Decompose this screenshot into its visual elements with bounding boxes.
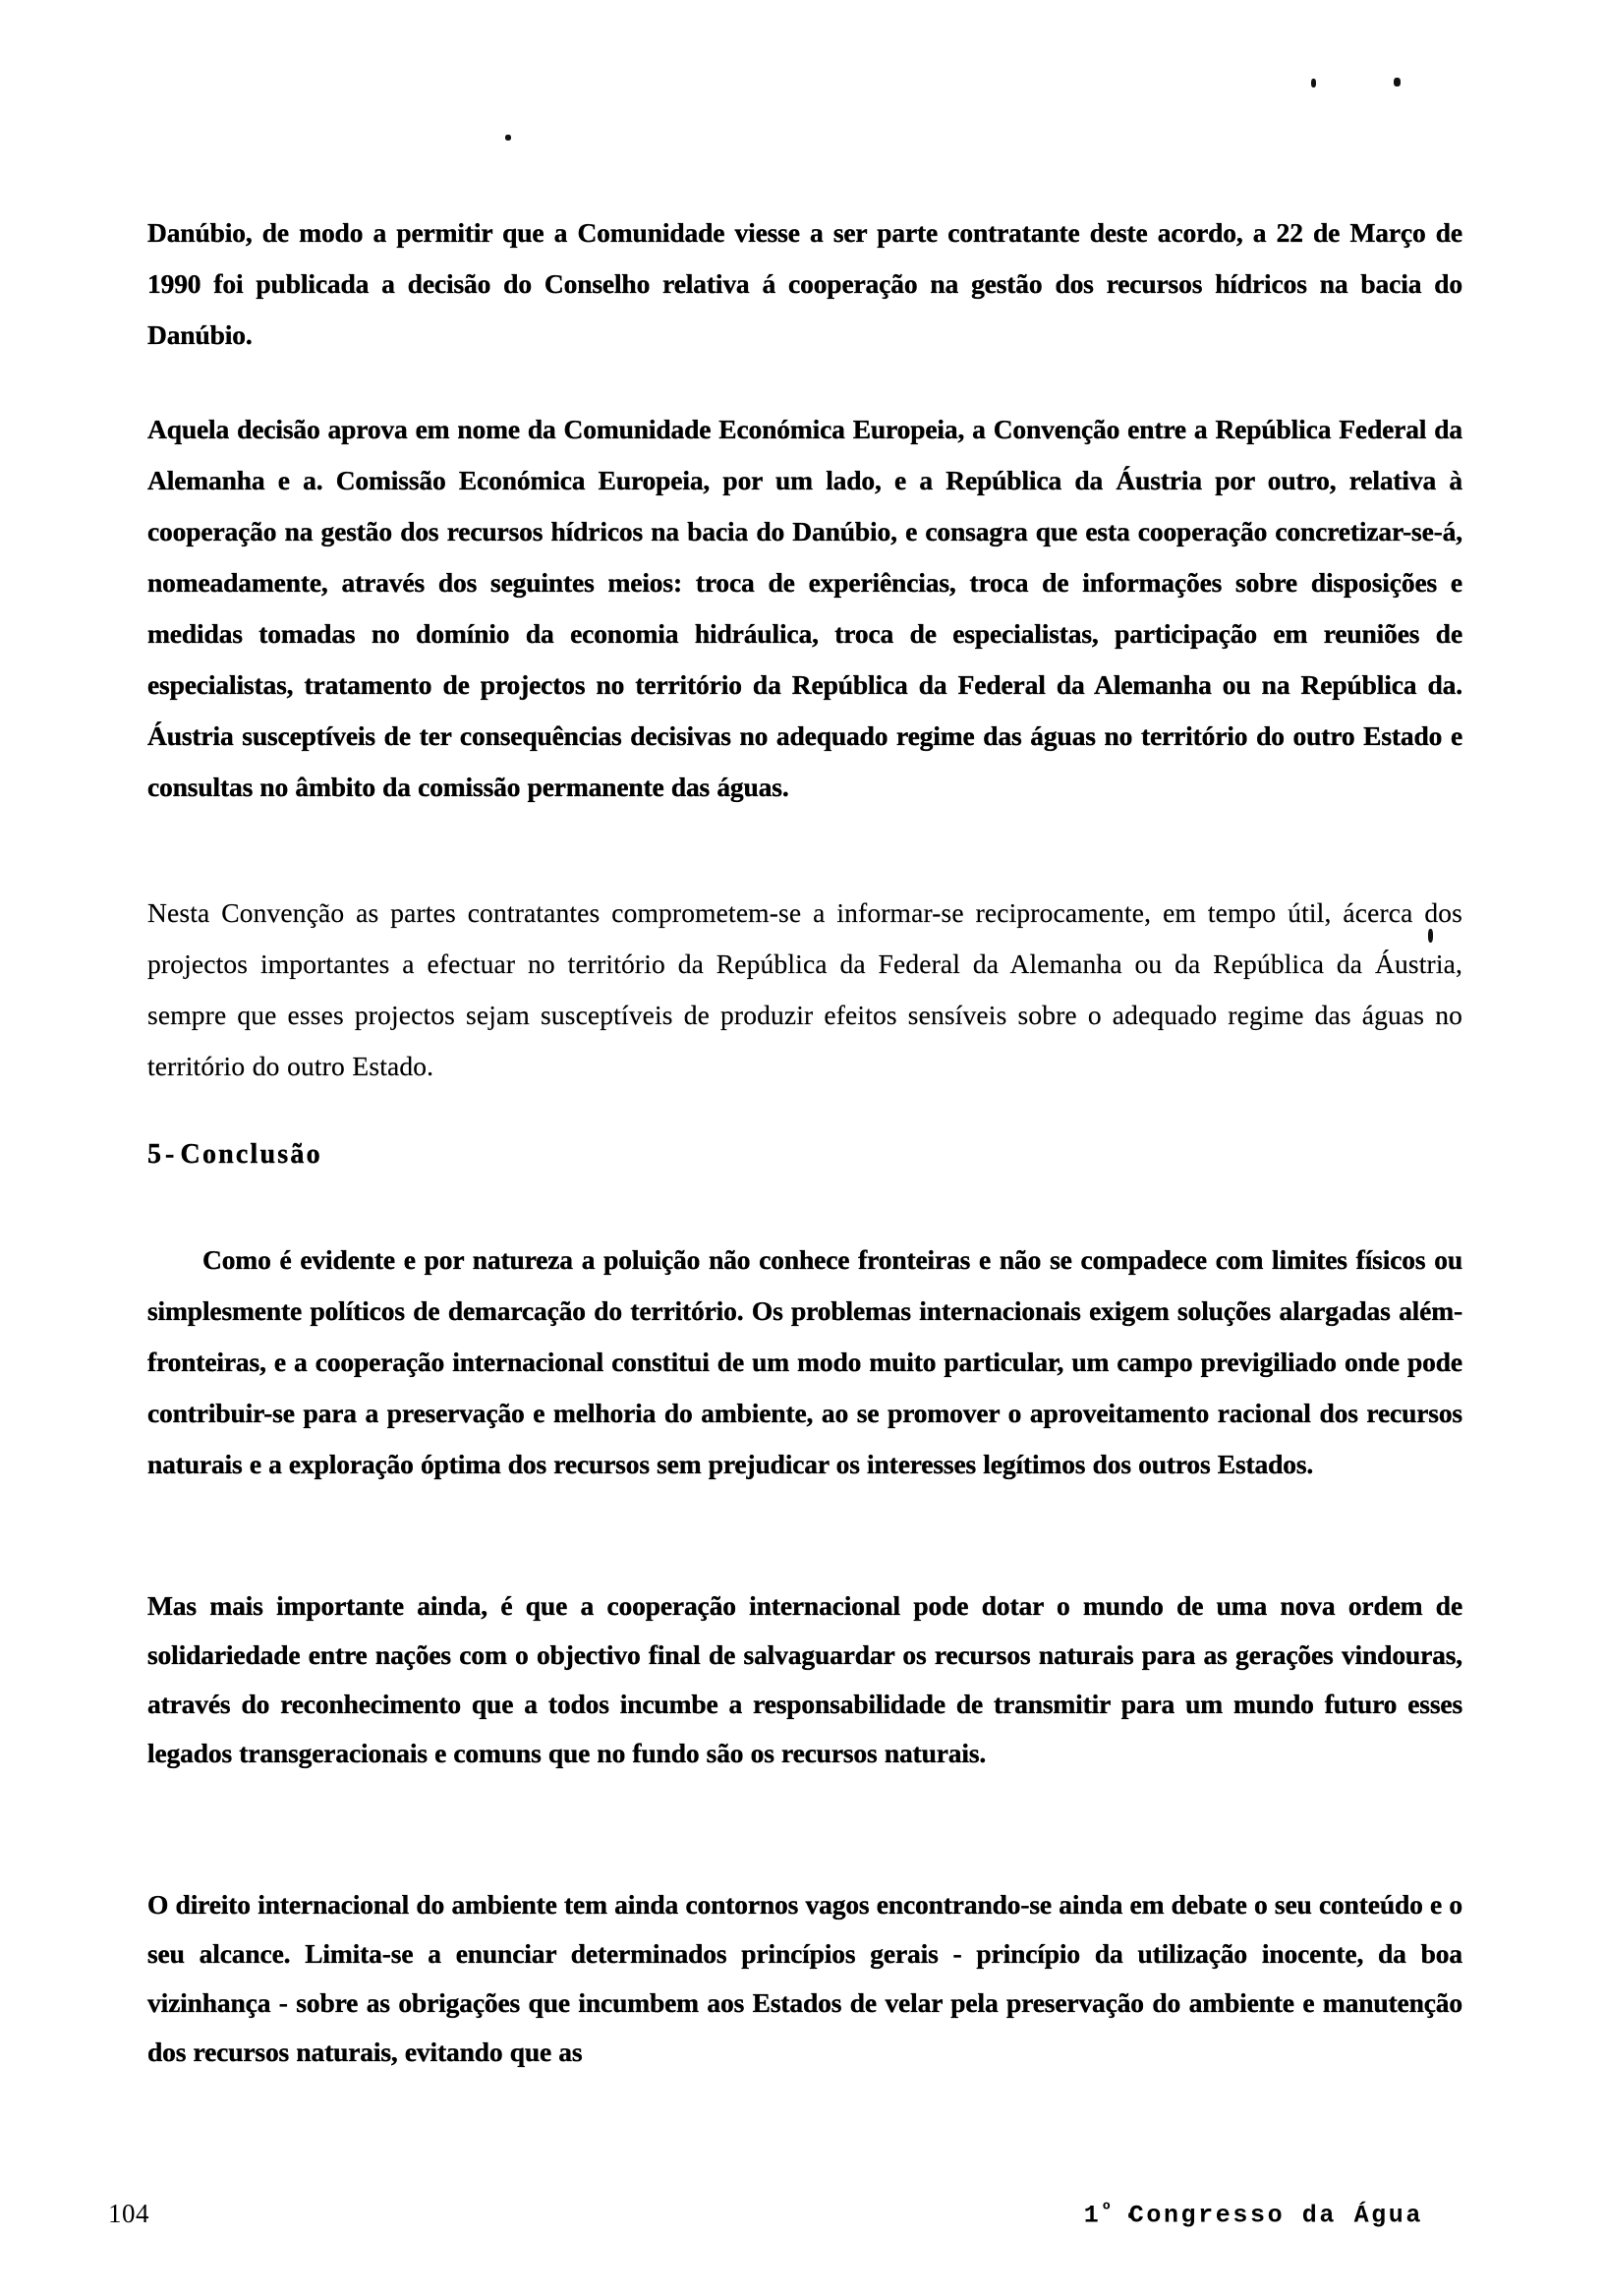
body-paragraph-2: Aquela decisão aprova em nome da Comunidade Económica Europeia, a Convenção entre a República Federal da Alemanha e a. Comissão Económica Europeia, por um lado, e a República da Áustria por outro, relativa à cooperação na gestão dos recursos hídricos na bacia do Danúbio, e consagra que esta cooperação concretizar-se-á, nomeadamente, através dos seguintes meios: troca de experiências, troca de informações sobre disposições e medidas tomadas no domínio da economia hidráulica, troca de especialistas, participação em reuniões de especialistas, tratamento de projectos no território da República da Federal da Alemanha ou na República da. Áustria susceptíveis de ter consequências decisivas no adequado regime das águas no território do outro Estado e consultas no âmbito da comissão permanente das águas. (147, 414, 1462, 802)
scan-speckle-icon (1311, 79, 1316, 87)
section-heading-dash: - (165, 1139, 177, 1170)
page-number: 104 (108, 2199, 149, 2228)
body-paragraph-1: Danúbio, de modo a permitir que a Comunidade viesse a ser parte contratante deste acordo, a 22 de Março de 1990 foi publicada a decisão do Conselho relativa á cooperação na gestão dos recursos hídricos na bacia do Danúbio. (147, 217, 1462, 350)
page-footer (108, 2199, 1462, 2258)
body-paragraph-3: Nesta Convenção as partes contratantes comprometem-se a informar-se reciprocamente, em tempo útil, ácerca dos projectos importantes a efectuar no território da República da Federal da Alemanha ou da República da Áustria, sempre que esses projectos sejam susceptíveis de produzir efeitos sensíveis sobre o adequado regime das águas no território do outro Estado. (147, 897, 1462, 1081)
paragraph-block (147, 1234, 1462, 1490)
body-paragraph-6: O direito internacional do ambiente tem ainda contornos vagos encontrando-se ainda em debate o seu conteúdo e o seu alcance. Limita-se a enunciar determinados princípios gerais - princípio da utilização inocente, da boa vizinhança - sobre as obrigações que incumbem aos Estados de velar pela preservação do ambiente e manutenção dos recursos naturais, evitando que as (147, 1889, 1462, 2067)
running-title-prefix: 1 (1083, 2201, 1102, 2230)
section-heading-number: 5 (147, 1139, 161, 1170)
body-paragraph-5: Mas mais importante ainda, é que a cooperação internacional pode dotar o mundo de uma nova ordem de solidariedade entre nações com o objectivo final de salvaguardar os recursos naturais para as gerações vindouras, através do reconhecimento que a todos incumbe a responsabilidade de transmitir para um mundo futuro esses legados transgeracionais e comuns que no fundo são os recursos naturais. (147, 1590, 1462, 1768)
section-heading-title: Conclusão (180, 1139, 322, 1170)
paragraph-block (147, 888, 1462, 1092)
body-paragraph-4: Como é evidente e por natureza a poluição não conhece fronteiras e não se compadece com limites físicos ou simplesmente políticos de demarcação do território. Os problemas internacionais exigem soluções alargadas além-fronteiras, e a cooperação internacional constitui de um modo muito particular, um campo previgiliado onde pode contribuir-se para a preservação e melhoria do ambiente, ao se promover o aproveitamento racional dos recursos naturais e a exploração óptima dos recursos sem prejudicar os interesses legítimos dos outros Estados. (147, 1244, 1462, 1479)
scan-speckle-icon (505, 135, 511, 141)
section-heading-conclusao (147, 1133, 1462, 1177)
running-title-rest: Congresso da Água (1112, 2201, 1423, 2230)
scan-speckle-icon (1394, 78, 1401, 86)
running-footer-title (1084, 2201, 1423, 2230)
paragraph-block (147, 404, 1462, 813)
paragraph-block (147, 207, 1462, 361)
paragraph-block (147, 1880, 1462, 2077)
ordinal-indicator: º (1101, 2201, 1113, 2220)
section-heading-block (147, 1133, 1462, 1177)
paragraph-block (147, 1581, 1462, 1778)
